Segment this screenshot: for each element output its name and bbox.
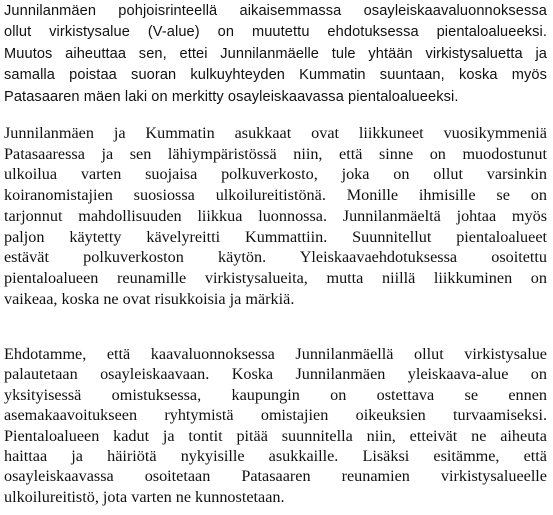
paragraph-line: Junnilanmäen pohjoisrinteellä aikaisemmassa osayleiskaavaluonnoksessa <box>4 3 547 19</box>
paragraph-line: samalla poistaa suoran kulkuyhteyden Kummatin suuntaan, koska myös <box>4 67 547 84</box>
paragraph-line: estävät polkuverkoston käytön. Yleiskaavaehdotuksessa osoitettu <box>4 248 547 267</box>
paragraph-line: Ehdotamme, että kaavaluonnoksessa Junnilanmäellä ollut virkistysalue <box>4 345 547 363</box>
paragraph-line: haittaa ja häiriötä nykyisille asukkaille. Lisäksi esitämme, että <box>4 447 547 466</box>
paragraph-line: Muutos aiheuttaa sen, ettei Junnilanmäelle tule yhtään virkistysaluetta ja <box>4 45 547 62</box>
paragraph-line: asemakaavoitukseen ryhtymistä omistajien oikeuksien turvaamiseksi. <box>4 406 547 425</box>
paragraph-line: Patasaaressa ja sen lähiympäristössä niin, että sinne on muodostunut <box>4 144 547 163</box>
paragraph-line: pientaloalueen reunamille virkistysalueita, mutta niillä liikkuminen on <box>4 268 547 287</box>
paragraph-2 <box>4 123 547 309</box>
paragraph-line: Patasaaren mäen laki on merkitty osayleiskaavassa pientaloalueeksi. <box>4 88 459 105</box>
paragraph-line: Pientaloalueen kadut ja tontit pitää suunnitella niin, etteivät ne aiheuta <box>4 426 547 445</box>
paragraph-line: ulkoilua varten suojaisa polkuverkosto, joka on ollut varsinkin <box>4 165 547 184</box>
paragraph-3 <box>4 344 547 507</box>
paragraph-line: ulkoilureitistö, jota varten ne kunnostetaan. <box>4 487 285 506</box>
paragraph-1 <box>4 1 547 108</box>
paragraph-line: Junnilanmäen ja Kummatin asukkaat ovat liikkuneet vuosikymmeniä <box>4 124 547 142</box>
paragraph-line: yksityisessä omistuksessa, kaupungin on ostettava se ennen <box>4 385 547 404</box>
paragraph-line: koiranomistajien suosiossa ulkoilureitistönä. Monille ihmisille se on <box>4 186 547 205</box>
paragraph-line: vaikeaa, koska ne ovat risukkoisia ja märkiä. <box>4 289 295 308</box>
paragraph-line: ollut virkistysalue (V-alue) on muutettu ehdotuksessa pientaloalueeksi. <box>4 24 547 41</box>
paragraph-line: palautetaan osayleiskaavaan. Koska Junnilanmäen yleiskaava-alue on <box>4 365 547 384</box>
paragraph-line: paljon käytetty kävelyreitti Kummattiin. Suunnitellut pientaloalueet <box>4 227 547 246</box>
paragraph-line: tarjonnut mahdollisuuden liikkua luonnossa. Junnilanmäeltä johtaa myös <box>4 206 547 225</box>
paragraph-line: osayleiskaavassa osoitetaan Patasaaren reunamien virkistysalueelle <box>4 467 547 486</box>
